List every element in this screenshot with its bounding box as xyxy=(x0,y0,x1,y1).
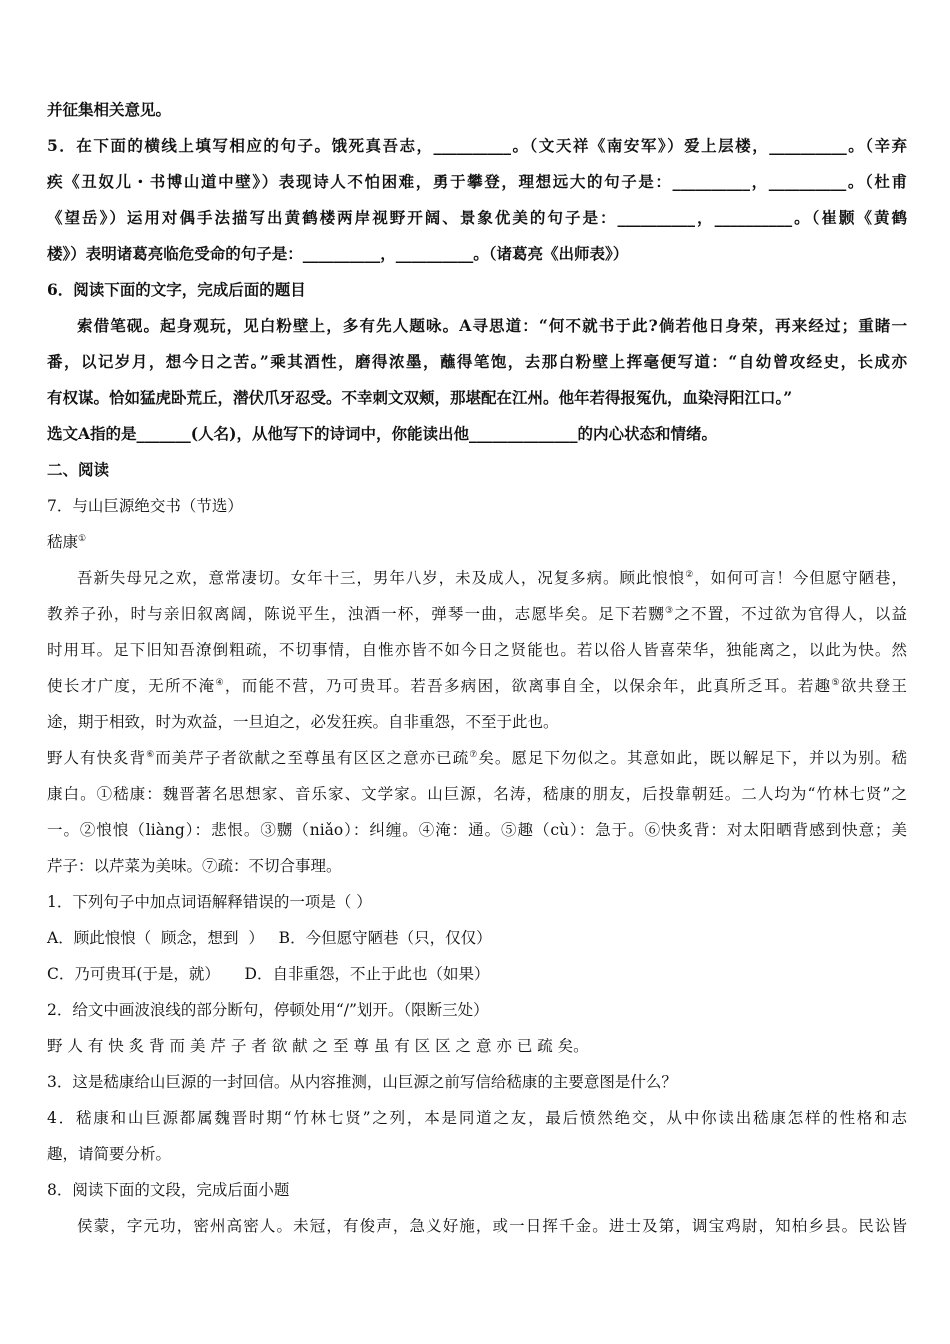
question-7-title: 7．与山巨源绝交书（节选） xyxy=(47,497,243,515)
letter-text: 教养子孙，时与亲旧叙离阔，陈说平生，浊酒一杯，弹琴一曲，志愿毕矣。足下若嬲 xyxy=(47,605,666,623)
question-6-prompt: 选文A指的是_______(人名)，从他写下的诗词中，你能读出他______________的内心状态和情绪。 xyxy=(47,424,717,443)
footnote-mark: ⑤ xyxy=(831,677,841,688)
passage-line: 有权谋。恰如猛虎卧荒丘，潜伏爪牙忍受。不幸刺文双颊，那堪配在江州。他年若得报冤仇，血染浔阳江口。” xyxy=(47,388,793,407)
question-8-heading: 8．阅读下面的文段，完成后面小题 xyxy=(47,1181,290,1199)
question-5-line: 疾《丑奴儿・书博山道中壁》）表现诗人不怕困难，勇于攀登，理想远大的句子是：__________，__________。（杜甫 xyxy=(47,172,907,191)
author-line xyxy=(47,524,907,560)
author-name: 嵇康 xyxy=(47,533,79,551)
footnote-mark: ② xyxy=(685,569,695,580)
letter-line: 途，期于相致，时为欢益，一旦迫之，必发狂疾。自非重怨，不至于此也。 xyxy=(47,713,559,731)
punctuation-line: 野 人 有 快 炙 背 而 美 芹 子 者 欲 献 之 至 尊 虽 有 区 区 之 意 亦 已 疏 矣。 xyxy=(47,1037,589,1055)
letter-text: 而美芹子者欲献之至尊虽有区区之意亦已疏 xyxy=(155,749,470,767)
letter-line: 时用耳。足下旧知吾潦倒粗疏，不切事情，自惟亦皆不如今日之贤能也。若以俗人皆喜荣华，独能离之，以此为快。然 xyxy=(47,641,907,659)
letter-line xyxy=(47,596,907,632)
subquestion-2: 2．给文中画波浪线的部分断句，停顿处用“/”划开。（限断三处） xyxy=(47,1001,489,1019)
letter-text: 吾新失母兄之欢，意常凄切。女年十三，男年八岁，未及成人，况复多病。顾此悢悢 xyxy=(77,569,686,587)
option-line: A．顾此悢悢（ 顾念，想到 ） B．今但愿守陋巷（只，仅仅） xyxy=(47,929,492,947)
letter-text: 矣。愿足下勿似之。其意如此，既以解足下，并以为别。嵇 xyxy=(478,749,907,767)
passage-line: 番，以记岁月，想今日之苦。”乘其酒性，磨得浓墨，蘸得笔饱，去那白粉壁上挥毫便写道：“自幼曾攻经史，长成亦 xyxy=(47,352,907,371)
passage-line: 侯蒙，字元功，密州高密人。未冠，有俊声，急义好施，或一日挥千金。进士及第，调宝鸡尉，知柏乡县。民讼皆 xyxy=(77,1217,907,1235)
footnote-mark: ① xyxy=(78,533,87,544)
question-5-line: 《望岳》）运用对偶手法描写出黄鹤楼两岸视野开阔、景象优美的句子是：__________，__________。（崔颢《黄鹤 xyxy=(47,208,907,227)
letter-text: ，如何可言！今但愿守陋巷， xyxy=(694,569,907,587)
letter-line-wavy xyxy=(47,740,907,776)
subquestion-3: 3．这是嵇康给山巨源的一封回信。从内容推测，山巨源之前写信给嵇康的主要意图是什么？ xyxy=(47,1073,677,1091)
footnote-mark: ③ xyxy=(665,605,675,616)
notes-line: 一。②悢悢（liàng）：悲恨。③嬲（niǎo）：纠缠。④淹：通。⑤趣（cù）：急于。⑥快炙背：对太阳晒背感到快意；美 xyxy=(47,821,907,839)
letter-text: 使长才广度，无所不淹 xyxy=(47,677,216,695)
text-line: 并征集相关意见。 xyxy=(47,100,172,119)
question-5-line: 5．在下面的横线上填写相应的句子。饿死真吾志，__________。（文天祥《南安军》）爱上层楼，__________。（辛弃 xyxy=(47,136,907,155)
section-heading: 二、阅读 xyxy=(47,460,110,479)
letter-line xyxy=(47,668,907,704)
subquestion-4: 4．嵇康和山巨源都属魏晋时期“竹林七贤”之列，本是同道之友，最后愤然绝交，从中你读出嵇康怎样的性格和志 xyxy=(47,1109,907,1127)
letter-text: 野人有快炙背 xyxy=(47,749,147,767)
passage-line: 索借笔砚。起身观玩，见白粉壁上，多有先人题咏。A寻思道：“何不就书于此?倘若他日身荣，再来经过；重睹一 xyxy=(77,316,907,335)
footnote-mark: ⑥ xyxy=(146,749,156,760)
letter-line xyxy=(47,560,907,596)
notes-line: 芹子：以芹菜为美味。⑦疏：不切合事理。 xyxy=(47,857,342,875)
letter-text: 之不置，不过欲为官得人，以益 xyxy=(674,605,907,623)
option-line: C．乃可贵耳(于是，就） D．自非重怨，不止于此也（如果） xyxy=(47,965,490,983)
footnote-mark: ④ xyxy=(215,677,225,688)
letter-text: ，而能不营，乃可贵耳。若吾多病困，欲离事自全，以保余年，此真所乏耳。若趣 xyxy=(224,677,832,695)
document-page xyxy=(47,92,907,1244)
notes-line: 康白。①嵇康：魏晋著名思想家、音乐家、文学家。山巨源，名涛，嵇康的朋友，后投靠朝廷。二人均为“竹林七贤”之 xyxy=(47,785,907,803)
footnote-mark: ⑦ xyxy=(469,749,479,760)
question-6-heading: 6．阅读下面的文字，完成后面的题目 xyxy=(47,280,306,299)
letter-text: 欲共登王 xyxy=(840,677,907,695)
subquestion-4-cont: 趣，请简要分析。 xyxy=(47,1145,172,1163)
question-5-line: 楼》）表明诸葛亮临危受命的句子是：__________，__________。（诸葛亮《出师表》） xyxy=(47,244,629,263)
subquestion-1: 1．下列句子中加点词语解释错误的一项是（ ） xyxy=(47,893,372,911)
